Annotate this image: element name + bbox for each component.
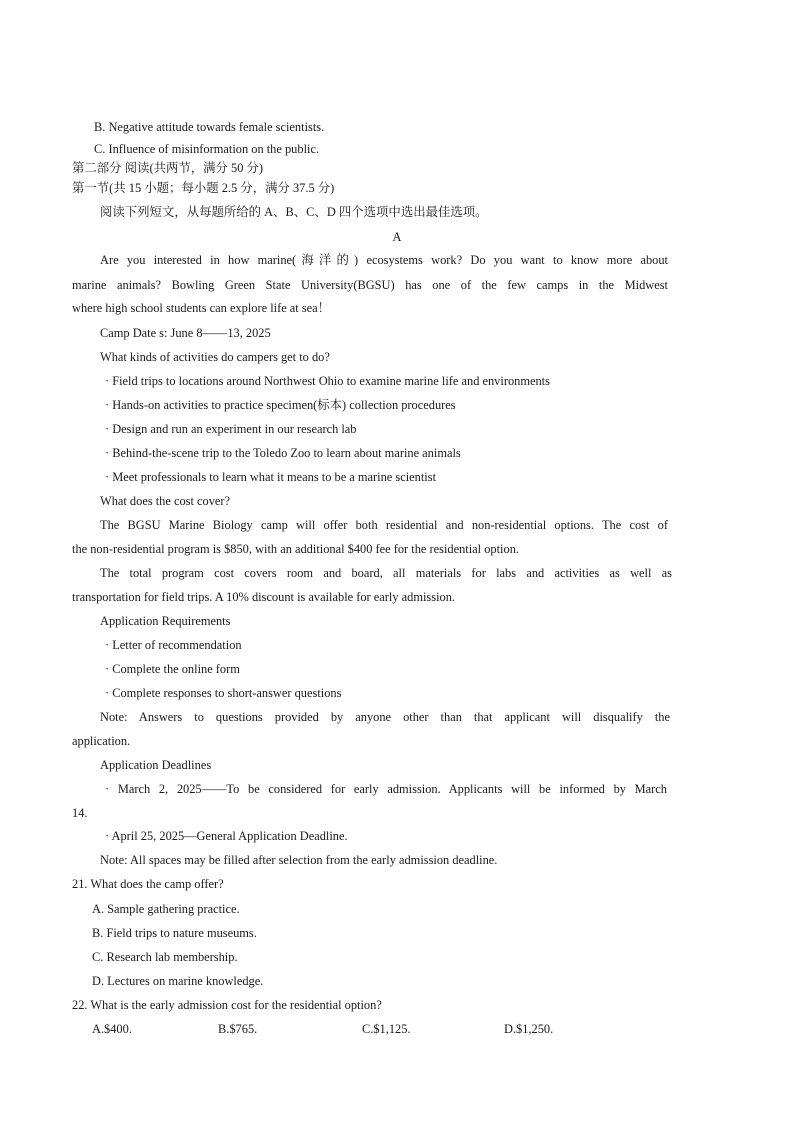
intro-line-3: where high school students can explore life at sea！ — [72, 301, 331, 315]
question-22-option-a: A.$400. — [92, 1022, 132, 1036]
question-22-option-c: C.$1,125. — [362, 1022, 411, 1036]
question-22-option-b: B.$765. — [218, 1022, 258, 1036]
note-2: Note: All spaces may be filled after selection from the early admission deadline. — [100, 853, 498, 867]
question-21-option-a: A. Sample gathering practice. — [92, 902, 240, 916]
activities-heading: What kinds of activities do campers get to do? — [100, 350, 330, 364]
activity-item: · Meet professionals to learn what it means to be a marine scientist — [105, 470, 437, 484]
question-22-stem: 22. What is the early admission cost for the residential option? — [72, 998, 382, 1012]
deadline-1-line-2: 14. — [72, 806, 88, 820]
activity-item: · Field trips to locations around Northwest Ohio to examine marine life and environments — [105, 374, 550, 388]
cost-paragraph-1-line-2: the non-residential program is $850, with an additional $400 fee for the residential option. — [72, 542, 519, 556]
note-1-line-2: application. — [72, 734, 131, 748]
question-21-option-c: C. Research lab membership. — [92, 950, 238, 964]
deadlines-heading: Application Deadlines — [100, 758, 212, 772]
requirement-item: · Letter of recommendation — [105, 638, 242, 652]
intro-line-1: Are you interested in how marine(海洋的) ecosystems work? Do you want to know more about — [100, 253, 668, 267]
intro-line-2: marine animals? Bowling Green State University(BGSU) has one of the few camps in the Midwest — [72, 278, 668, 292]
deadline-2: · April 25, 2025—General Application Deadline. — [105, 829, 348, 843]
part-title: 第二部分 阅读(共两节，满分 50 分) — [72, 161, 264, 175]
question-21-option-d: D. Lectures on marine knowledge. — [92, 974, 264, 988]
subsection-title: 第一节(共 15 小题；每小题 2.5 分，满分 37.5 分) — [72, 181, 335, 195]
cost-paragraph-1-line-1: The BGSU Marine Biology camp will offer both residential and non-residential options. The cost of — [100, 518, 668, 532]
prev-option-c: C. Influence of misinformation on the public. — [94, 142, 320, 156]
cost-paragraph-2-line-2: transportation for field trips. A 10% discount is available for early admission. — [72, 590, 455, 604]
note-1-line-1: Note: Answers to questions provided by anyone other than that applicant will disqualify the — [100, 710, 670, 724]
cost-heading: What does the cost cover? — [100, 494, 231, 508]
cost-paragraph-2-line-1: The total program cost covers room and board, all materials for labs and activities as well as — [100, 566, 672, 580]
requirement-item: · Complete responses to short-answer questions — [105, 686, 342, 700]
activity-item: · Hands-on activities to practice specimen(标本) collection procedures — [105, 398, 456, 412]
camp-dates: Camp Date s: June 8——13, 2025 — [100, 326, 271, 340]
activity-item: · Design and run an experiment in our research lab — [105, 422, 357, 436]
prev-option-b: B. Negative attitude towards female scientists. — [94, 120, 325, 134]
requirement-item: · Complete the online form — [105, 662, 240, 676]
requirements-heading: Application Requirements — [100, 614, 231, 628]
instruction: 阅读下列短文，从每题所给的 A、B、C、D 四个选项中选出最佳选项。 — [100, 205, 488, 219]
question-22-option-d: D.$1,250. — [504, 1022, 554, 1036]
question-21-option-b: B. Field trips to nature museums. — [92, 926, 257, 940]
question-21-stem: 21. What does the camp offer? — [72, 877, 224, 891]
deadline-1-line-1: · March 2, 2025——To be considered for early admission. Applicants will be informed by March — [105, 782, 667, 796]
activity-item: · Behind-the-scene trip to the Toledo Zoo to learn about marine animals — [105, 446, 461, 460]
passage-letter: A — [392, 230, 402, 244]
